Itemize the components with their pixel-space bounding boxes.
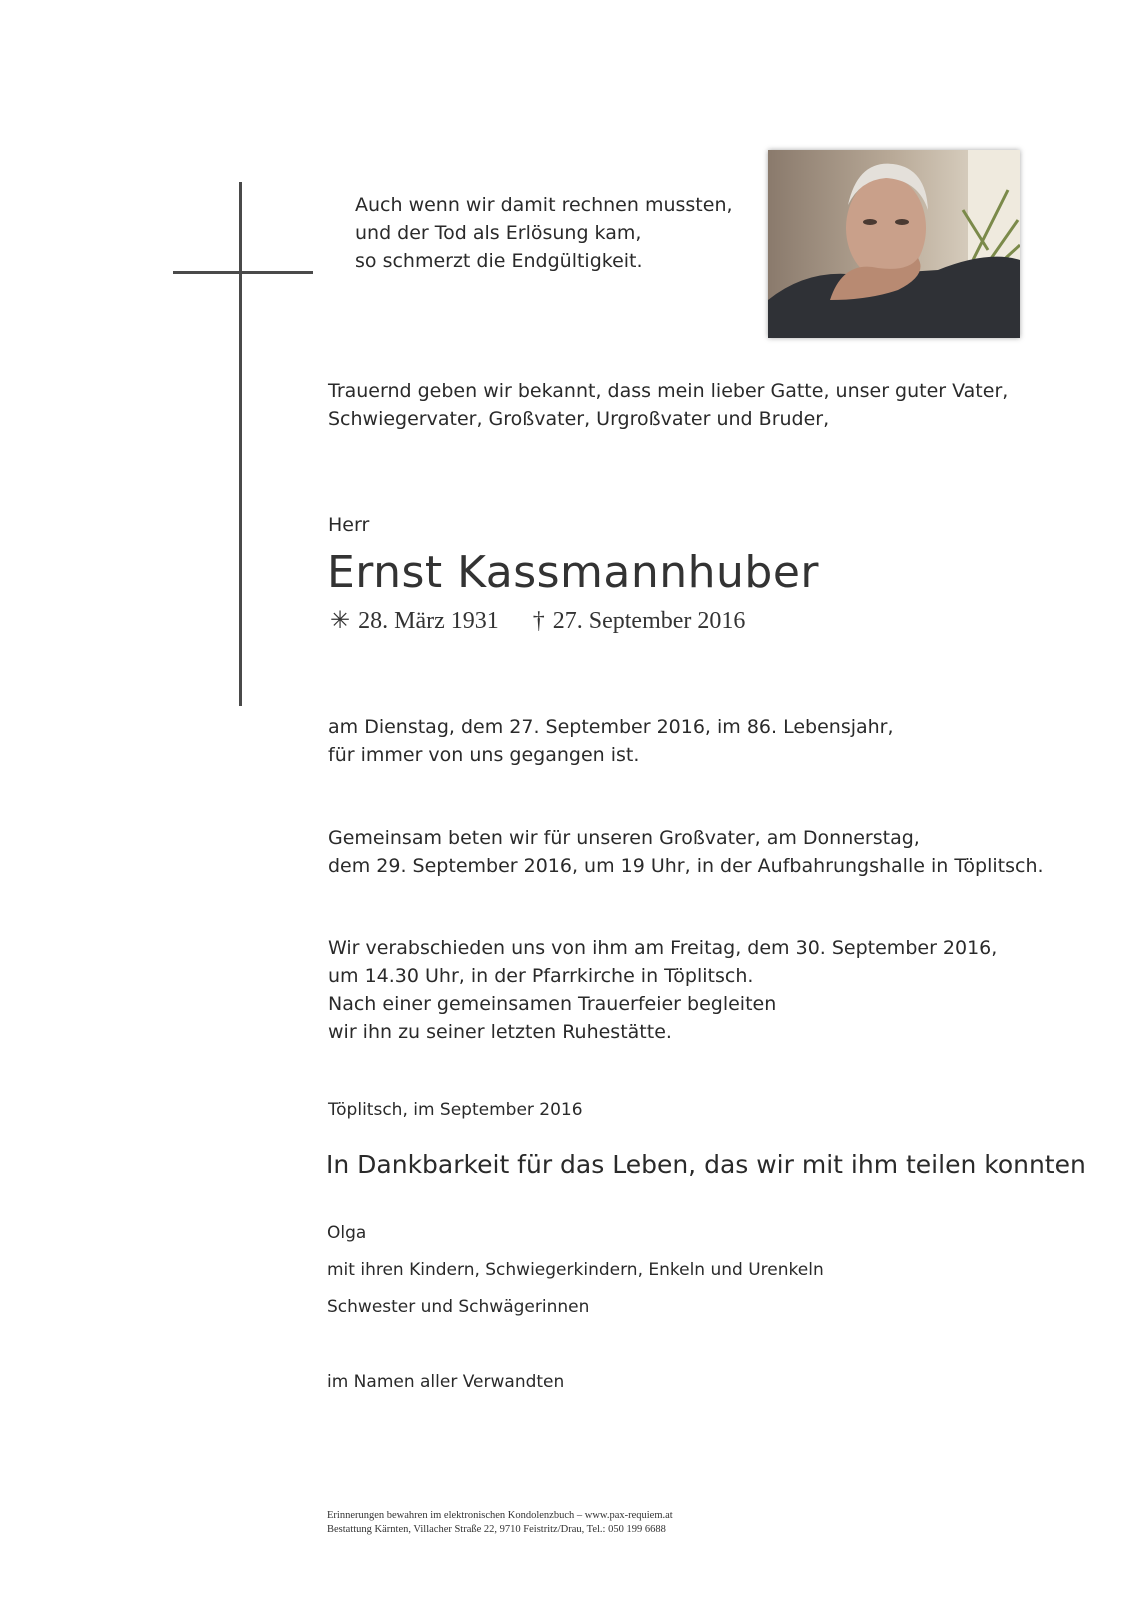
family-member: Olga	[327, 1223, 367, 1243]
verse-line: so schmerzt die Endgültigkeit.	[355, 250, 643, 272]
verse-line: Auch wenn wir damit rechnen mussten,	[355, 194, 733, 216]
prayer-line: Gemeinsam beten wir für unseren Großvater, am Donnerstag,	[328, 827, 920, 849]
footer	[327, 1509, 673, 1537]
funeral-line: wir ihn zu seiner letzten Ruhestätte.	[328, 1021, 672, 1043]
family-member: Schwester und Schwägerinnen	[327, 1297, 590, 1317]
death-notice-line: für immer von uns gegangen ist.	[328, 744, 640, 766]
gratitude-line: In Dankbarkeit für das Leben, das wir mit ihm teilen konnten	[326, 1150, 1086, 1179]
funeral-line: um 14.30 Uhr, in der Pfarrkirche in Töplitsch.	[328, 965, 754, 987]
prayer-notice	[328, 824, 1108, 880]
footer-line: Bestattung Kärnten, Villacher Straße 22, 9710 Feistritz/Drau, Tel.: 050 199 6688	[327, 1524, 666, 1535]
announcement-line: Schwiegervater, Großvater, Urgroßvater und Bruder,	[328, 408, 830, 430]
deceased-name: Ernst Kassmannhuber	[327, 547, 820, 598]
funeral-line: Wir verabschieden uns von ihm am Freitag, dem 30. September 2016,	[328, 937, 998, 959]
family-member: mit ihren Kindern, Schwiegerkindern, Enkeln und Urenkeln	[327, 1260, 824, 1280]
cross-horizontal-bar	[173, 271, 313, 274]
announcement	[328, 377, 1108, 433]
cross-vertical-bar	[239, 182, 242, 706]
family-member: im Namen aller Verwandten	[327, 1372, 565, 1392]
funeral-notice	[328, 934, 1108, 1046]
title-herr: Herr	[328, 514, 370, 536]
verse	[355, 191, 755, 275]
death-notice	[328, 713, 1108, 769]
verse-line: und der Tod als Erlösung kam,	[355, 222, 642, 244]
death-date: 27. September 2016	[552, 608, 746, 634]
life-dates	[330, 606, 745, 636]
portrait-photo	[768, 150, 1020, 338]
prayer-line: dem 29. September 2016, um 19 Uhr, in der Aufbahrungshalle in Töplitsch.	[328, 855, 1044, 877]
death-notice-line: am Dienstag, dem 27. September 2016, im 86. Lebensjahr,	[328, 716, 894, 738]
funeral-line: Nach einer gemeinsamen Trauerfeier begleiten	[328, 993, 777, 1015]
birth-star-icon: ✳	[330, 608, 351, 634]
announcement-line: Trauernd geben wir bekannt, dass mein lieber Gatte, unser guter Vater,	[328, 380, 1009, 402]
place-date: Töplitsch, im September 2016	[328, 1100, 583, 1120]
footer-line: Erinnerungen bewahren im elektronischen Kondolenzbuch – www.pax-requiem.at	[327, 1510, 673, 1521]
death-cross-icon: †	[532, 608, 545, 634]
birth-date: 28. März 1931	[358, 608, 499, 634]
